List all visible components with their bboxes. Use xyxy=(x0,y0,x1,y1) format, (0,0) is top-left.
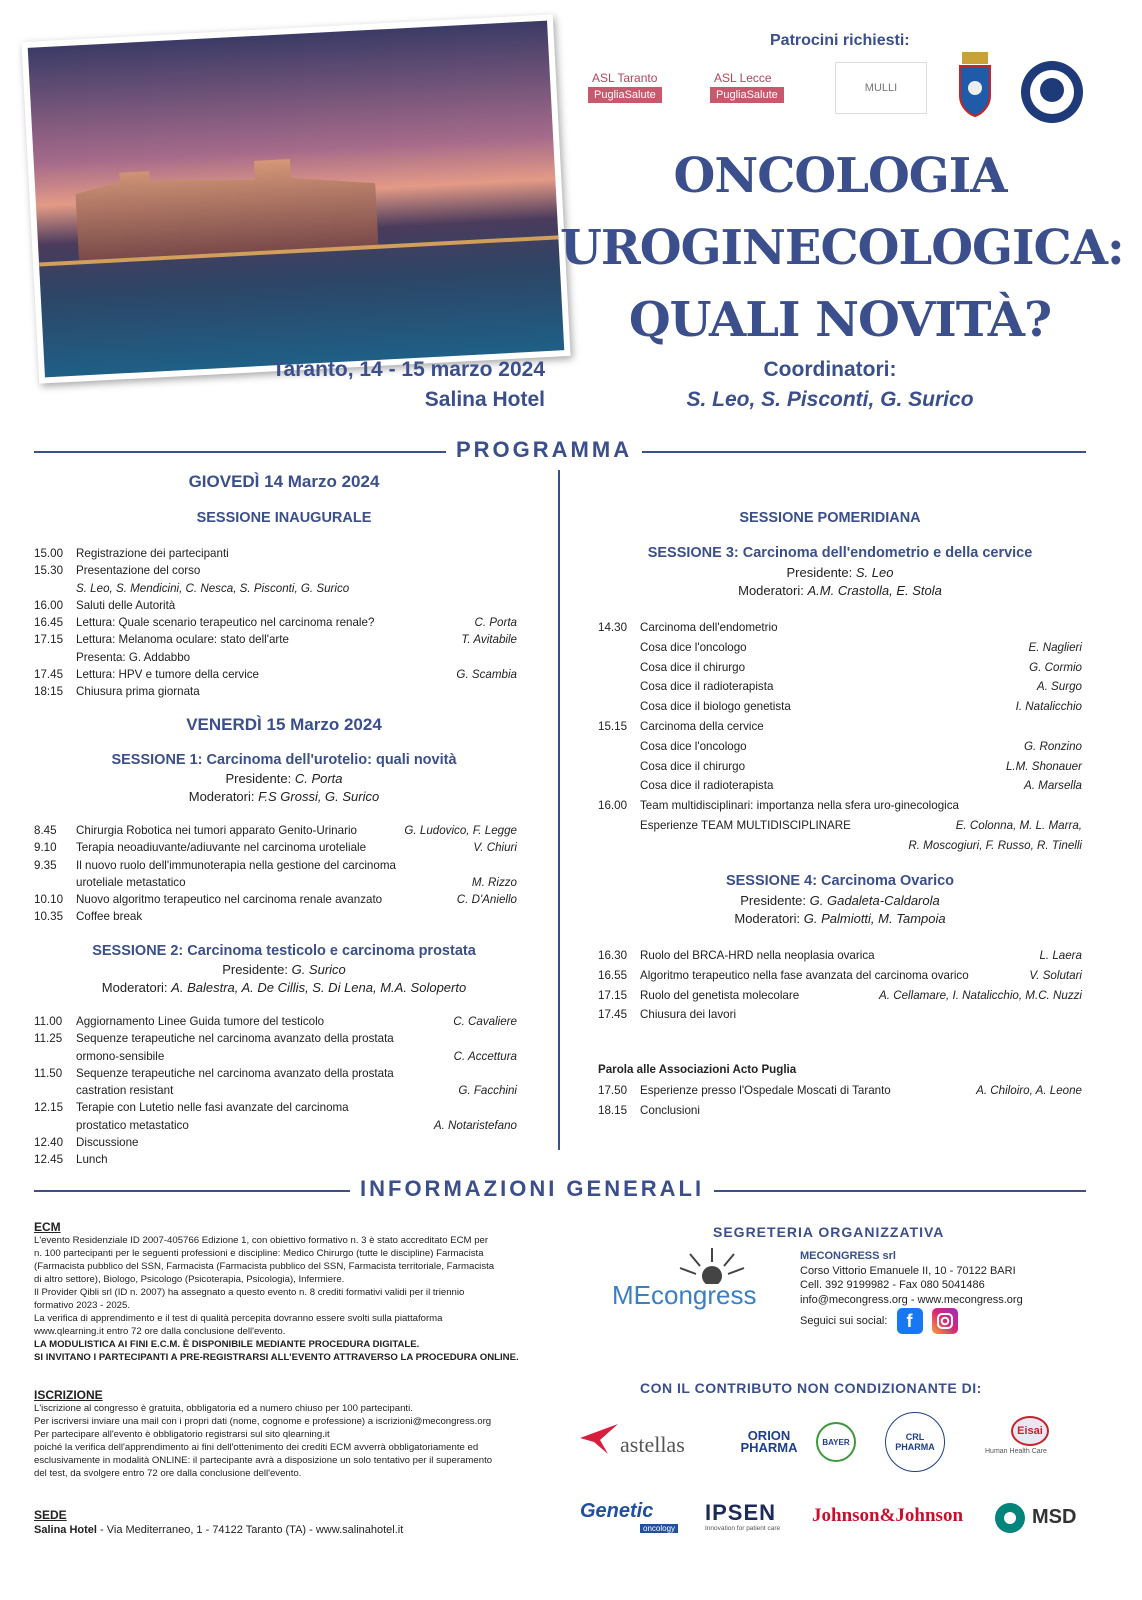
schedule-speaker: R. Moscogiuri, F. Russo, R. Tinelli xyxy=(908,838,1082,852)
schedule-speaker: C. Accettura xyxy=(453,1049,517,1063)
eisai-logo xyxy=(985,1416,1085,1464)
ecm-label: ECM xyxy=(34,1220,61,1234)
schedule-row xyxy=(34,666,517,683)
schedule-title: Lettura: Quale scenario terapeutico nel carcinoma renale? xyxy=(76,616,375,630)
title-line-1: ONCOLOGIA xyxy=(673,148,1007,204)
schedule-title: Cosa dice il chirurgo xyxy=(640,759,746,773)
schedule-time: 17.15 xyxy=(598,988,628,1002)
schedule-speaker: A. Chiloiro, A. Leone xyxy=(976,1084,1082,1097)
schedule-time xyxy=(598,697,640,717)
s3-pres-label: Presidente: xyxy=(786,565,853,580)
iscrizione-section xyxy=(34,1388,546,1480)
schedule-speaker: A. Surgo xyxy=(1036,680,1082,694)
schedule-time xyxy=(598,677,640,697)
session2-chairs xyxy=(34,961,534,997)
segreteria-line-1: Corso Vittorio Emanuele II, 10 - 70122 BARI xyxy=(800,1264,1016,1277)
info-line: SI INVITANO I PARTECIPANTI A PRE-REGISTRARSI ALL'EVENTO ATTRAVERSO LA PROCEDURA ONLINE. xyxy=(34,1352,519,1363)
schedule-title: Team multidisciplinari: importanza nella sfera uro-ginecologica xyxy=(640,799,959,813)
schedule-row xyxy=(34,545,517,562)
s4-pres: G. Gadaleta-Caldarola xyxy=(809,893,940,908)
event-place xyxy=(200,355,545,415)
bayer-logo xyxy=(816,1422,856,1462)
schedule-title: Conclusioni xyxy=(640,1103,700,1117)
eisai-tagline: Human Health Care xyxy=(985,1448,1047,1455)
schedule-title: Lettura: Melanoma oculare: stato dell'arte xyxy=(76,633,289,647)
schedule-time: 9.10 xyxy=(34,841,57,855)
schedule-time xyxy=(34,580,76,597)
asl-taranto-bottom: PugliaSalute xyxy=(588,87,662,103)
schedule-time: 16.55 xyxy=(598,968,628,982)
schedule-time: 14.30 xyxy=(598,621,628,634)
schedule-title: Il nuovo ruolo dell'immunoterapia nella gestione del carcinoma xyxy=(76,858,396,872)
s3-pres: S. Leo xyxy=(855,565,894,580)
info-line: Per iscriversi inviare una mail con i propri dati (nome, cognome e professione) a iscrizioni@mecongress.org xyxy=(34,1416,492,1427)
inaugural-schedule xyxy=(34,545,517,701)
schedule-row xyxy=(598,966,1082,986)
schedule-speaker: I. Natalicchio xyxy=(1015,700,1082,714)
schedule-row xyxy=(598,717,1082,737)
schedule-title: S. Leo, S. Mendicini, C. Nesca, S. Pisconti, G. Surico xyxy=(76,581,350,595)
schedule-time: 9.35 xyxy=(34,858,57,872)
schedule-time: 10.10 xyxy=(34,893,64,907)
s1-mod-label: Moderatori: xyxy=(188,789,255,804)
genetic-sub: oncology xyxy=(640,1524,678,1533)
schedule-time: 8.45 xyxy=(34,824,57,837)
schedule-speaker: T. Avitabile xyxy=(461,633,517,647)
title-line-3: QUALI NOVITÀ? xyxy=(628,292,1052,348)
s2-mod: A. Balestra, A. De Cillis, S. Di Lena, M.A. Soloperto xyxy=(171,980,467,995)
schedule-row xyxy=(34,1065,517,1082)
ecm-section xyxy=(34,1220,546,1364)
ordine-medici-seal-icon xyxy=(1020,60,1084,124)
schedule-row xyxy=(598,737,1082,757)
session2-heading: SESSIONE 2: Carcinoma testicolo e carcinoma prostata xyxy=(92,943,476,959)
schedule-title: Lettura: HPV e tumore della cervice xyxy=(76,668,260,682)
schedule-time xyxy=(598,658,640,678)
schedule-title: Sequenze terapeutiche nel carcinoma avanzato della prostata xyxy=(76,1066,394,1080)
schedule-time: 15.15 xyxy=(598,719,628,733)
session4-chairs xyxy=(590,892,1090,928)
schedule-speaker: L. Laera xyxy=(1039,949,1082,962)
schedule-row xyxy=(34,580,517,597)
schedule-title: Presentazione del corso xyxy=(76,564,201,578)
schedule-row xyxy=(598,796,1082,816)
schedule-row xyxy=(598,1005,1082,1025)
schedule-row xyxy=(598,757,1082,777)
schedule-title: Sequenze terapeutiche nel carcinoma avanzato della prostata xyxy=(76,1032,394,1046)
schedule-title: Esperienze TEAM MULTIDISCIPLINARE xyxy=(640,818,851,832)
s2-mod-label: Moderatori: xyxy=(101,980,168,995)
segreteria-line-3: info@mecongress.org - www.mecongress.org xyxy=(800,1293,1023,1306)
orion-logo xyxy=(735,1430,803,1454)
sede-address: - Via Mediterraneo, 1 - 74122 Taranto (TA) - www.salinahotel.it xyxy=(96,1524,404,1536)
mulli-logo xyxy=(835,62,927,114)
info-line: www.qlearning.it entro 72 ore dalla conclusione dell'evento. xyxy=(34,1326,286,1337)
schedule-time: 15.00 xyxy=(34,547,64,560)
schedule-row xyxy=(34,649,517,666)
crl-text: CRL PHARMA xyxy=(895,1432,935,1452)
schedule-time xyxy=(598,776,640,796)
s1-pres: C. Porta xyxy=(294,771,343,786)
asl-lecce-logo xyxy=(710,62,806,112)
info-line: La verifica di apprendimento e il test di qualità percepita dovranno essere svolti sulla piattaforma xyxy=(34,1313,443,1324)
s2-pres: G. Surico xyxy=(291,962,346,977)
comune-crest-icon xyxy=(958,52,992,118)
schedule-title: Coffee break xyxy=(76,910,143,924)
schedule-title: Chiusura dei lavori xyxy=(640,1008,737,1022)
schedule-speaker: G. Ronzino xyxy=(1024,739,1082,753)
session1-chairs xyxy=(34,770,534,806)
schedule-row xyxy=(34,1117,517,1134)
place-date: Taranto, 14 - 15 marzo 2024 xyxy=(272,358,545,381)
day1-heading: GIOVEDÌ 14 Marzo 2024 xyxy=(188,472,380,491)
schedule-title: Saluti delle Autorità xyxy=(76,598,176,612)
schedule-row xyxy=(34,631,517,648)
eisai-text: Eisai xyxy=(1011,1416,1049,1446)
schedule-time xyxy=(598,816,640,836)
schedule-time xyxy=(34,1117,76,1134)
info-heading: INFORMAZIONI GENERALI xyxy=(350,1176,714,1202)
schedule-row xyxy=(598,1081,1082,1101)
schedule-title: Registrazione dei partecipanti xyxy=(76,547,229,560)
schedule-row xyxy=(34,891,517,908)
schedule-title: Cosa dice il radioterapista xyxy=(640,779,774,793)
schedule-speaker: C. Cavaliere xyxy=(453,1015,517,1028)
cover-photo xyxy=(21,14,570,383)
coordinators-names: S. Leo, S. Pisconti, G. Surico xyxy=(686,388,974,411)
schedule-row xyxy=(34,1099,517,1116)
schedule-title: Discussione xyxy=(76,1136,139,1150)
schedule-title: Esperienze presso l'Ospedale Moscati di Taranto xyxy=(640,1084,891,1097)
info-line: formativo 2023 - 2025. xyxy=(34,1300,130,1311)
ipsen-text: IPSEN xyxy=(705,1500,777,1525)
segreteria-company: MECONGRESS srl xyxy=(800,1250,896,1262)
coordinators-label: Coordinatori: xyxy=(763,358,897,381)
schedule-row xyxy=(598,697,1082,717)
info-line: n. 100 partecipanti per le seguenti professioni e discipline: Medico Chirurgo (tutte le discipline) Farmacista xyxy=(34,1248,484,1259)
schedule-speaker: A. Notaristefano xyxy=(433,1118,517,1132)
schedule-title: Presenta: G. Addabbo xyxy=(76,650,191,664)
asl-lecce-bottom: PugliaSalute xyxy=(710,87,784,103)
session4-heading: SESSIONE 4: Carcinoma Ovarico xyxy=(725,873,955,889)
schedule-speaker: C. D'Aniello xyxy=(456,893,517,907)
iscrizione-text xyxy=(34,1402,546,1480)
schedule-title: Cosa dice il radioterapista xyxy=(640,680,774,694)
castle-shape xyxy=(74,150,379,261)
sessione-pomeridiana-heading: SESSIONE POMERIDIANA xyxy=(739,510,921,526)
day2-heading: VENERDÌ 15 Marzo 2024 xyxy=(186,715,382,734)
schedule-title: Aggiornamento Linee Guida tumore del testicolo xyxy=(76,1015,325,1028)
programma-heading: PROGRAMMA xyxy=(446,437,642,463)
jnj-logo: Johnson&Johnson xyxy=(812,1505,964,1526)
schedule-time xyxy=(598,757,640,777)
castle-photo xyxy=(28,21,565,378)
schedule-title: Carcinoma della cervice xyxy=(640,719,764,733)
schedule-title: Ruolo del BRCA-HRD nella neoplasia ovarica xyxy=(640,949,875,962)
schedule-row xyxy=(34,1151,517,1168)
schedule-time xyxy=(598,638,640,658)
schedule-row xyxy=(598,986,1082,1006)
schedule-time: 17.45 xyxy=(598,1008,628,1022)
schedule-speaker: C. Porta xyxy=(474,616,517,630)
sede-label: SEDE xyxy=(34,1508,67,1522)
schedule-row xyxy=(34,1134,517,1151)
sede-name: Salina Hotel xyxy=(34,1524,97,1536)
schedule-time: 17.45 xyxy=(34,668,64,682)
title-line-2: UROGINECOLOGICA: xyxy=(560,220,1124,276)
schedule-time xyxy=(598,836,640,856)
social-row xyxy=(800,1308,958,1334)
schedule-time: 17.50 xyxy=(598,1084,628,1097)
astellas-logo xyxy=(578,1420,718,1460)
schedule-time: 15.30 xyxy=(34,564,64,578)
info-line: (Farmacista pubblico del SSN, Farmacista (Farmacista pubblico del SSN, Farmacista territoriale, Farmacista xyxy=(34,1261,495,1272)
schedule-time: 11.00 xyxy=(34,1015,63,1028)
schedule-row xyxy=(34,614,517,631)
schedule-row xyxy=(598,618,1082,638)
s2-pres-label: Presidente: xyxy=(222,962,288,977)
schedule-row xyxy=(598,1101,1082,1121)
schedule-row xyxy=(34,857,517,874)
ipsen-sub: Innovation for patient care xyxy=(705,1525,781,1532)
genetic-text: Genetic xyxy=(580,1500,654,1522)
schedule-speaker: V. Chiuri xyxy=(473,841,517,855)
schedule-row xyxy=(34,597,517,614)
schedule-row xyxy=(34,874,517,891)
instagram-icon[interactable] xyxy=(932,1308,958,1334)
schedule-title: Terapia neoadiuvante/adiuvante nel carcinoma uroteliale xyxy=(76,841,367,855)
schedule-speaker: M. Rizzo xyxy=(471,875,517,889)
session3-schedule xyxy=(598,618,1082,856)
schedule-speaker: G. Facchini xyxy=(458,1084,517,1098)
mecongress-logo xyxy=(612,1248,782,1312)
segreteria-label: SEGRETERIA ORGANIZZATIVA xyxy=(713,1224,945,1240)
schedule-time: 12.15 xyxy=(34,1101,64,1115)
asl-taranto-logo xyxy=(588,62,684,112)
facebook-icon[interactable]: f xyxy=(897,1308,923,1334)
schedule-time: 12.40 xyxy=(34,1136,64,1150)
schedule-speaker: G. Cormio xyxy=(1029,660,1082,674)
s3-mod: A.M. Crastolla, E. Stola xyxy=(807,583,942,598)
schedule-row xyxy=(598,638,1082,658)
asl-lecce-top: ASL Lecce xyxy=(714,71,772,85)
schedule-speaker: V. Solutari xyxy=(1029,968,1082,982)
schedule-time xyxy=(34,874,76,891)
schedule-title: castration resistant xyxy=(76,1084,174,1098)
info-line: L'iscrizione al congresso è gratuita, obbligatoria ed a numero chiuso per 100 partecipanti. xyxy=(34,1403,413,1414)
schedule-title: Terapie con Lutetio nelle fasi avanzate del carcinoma xyxy=(76,1101,349,1115)
iscrizione-label: ISCRIZIONE xyxy=(34,1388,103,1402)
schedule-row xyxy=(598,658,1082,678)
schedule-time xyxy=(34,649,76,666)
schedule-time: 18.15 xyxy=(598,1103,628,1117)
schedule-row xyxy=(598,776,1082,796)
schedule-time xyxy=(598,737,640,757)
schedule-row xyxy=(34,822,517,839)
session2-schedule xyxy=(34,1013,517,1169)
schedule-row xyxy=(34,1013,517,1030)
schedule-row xyxy=(34,1030,517,1047)
info-line: LA MODULISTICA AI FINI E.C.M. È DISPONIBILE MEDIANTE PROCEDURA DIGITALE. xyxy=(34,1339,420,1350)
schedule-speaker: G. Ludovico, F. Legge xyxy=(404,824,517,837)
schedule-row xyxy=(598,677,1082,697)
mecongress-logo-text: MEcongress xyxy=(612,1280,757,1310)
schedule-title: Carcinoma dell'endometrio xyxy=(640,621,778,634)
schedule-time: 10.35 xyxy=(34,910,64,924)
session3-heading: SESSIONE 3: Carcinoma dell'endometrio e della cervice xyxy=(647,545,1033,561)
schedule-title: Cosa dice il chirurgo xyxy=(640,660,746,674)
schedule-row xyxy=(34,683,517,700)
schedule-row xyxy=(34,562,517,579)
schedule-row xyxy=(34,908,517,925)
schedule-title: uroteliale metastatico xyxy=(76,875,186,889)
schedule-title: Lunch xyxy=(76,1153,108,1167)
s1-pres-label: Presidente: xyxy=(225,771,292,786)
schedule-speaker: E. Naglieri xyxy=(1028,640,1082,654)
orion-text: ORION PHARMA xyxy=(740,1428,798,1455)
schedule-title: Chiusura prima giornata xyxy=(76,685,200,699)
event-title xyxy=(560,140,1124,356)
asl-taranto-top: ASL Taranto xyxy=(592,71,658,85)
info-line: del test, da svolgere entro 72 ore dalla conclusione dell'evento. xyxy=(34,1468,302,1479)
info-line: Il Provider Qibli srl (ID n. 2007) ha assegnato a questo evento n. 8 crediti formativi validi per il triennio xyxy=(34,1287,465,1298)
s4-mod: G. Palmiotti, M. Tampoia xyxy=(803,911,946,926)
column-divider xyxy=(558,470,560,1150)
msd-logo xyxy=(994,1502,1086,1534)
schedule-time xyxy=(34,1048,76,1065)
schedule-time: 16.45 xyxy=(34,616,64,630)
patrocini-label: Patrocini richiesti: xyxy=(770,32,910,49)
crl-pharma-logo xyxy=(885,1412,945,1472)
associazioni-heading: Parola alle Associazioni Acto Puglia xyxy=(598,1063,797,1076)
segreteria-contacts xyxy=(800,1249,1023,1307)
schedule-speaker: A. Cellamare, I. Natalicchio, M.C. Nuzzi xyxy=(879,988,1082,1002)
schedule-time: 11.25 xyxy=(34,1032,63,1046)
ecm-text xyxy=(34,1234,546,1364)
schedule-speaker: A. Marsella xyxy=(1024,779,1082,793)
schedule-time: 16.00 xyxy=(34,598,64,612)
schedule-row xyxy=(598,836,1082,856)
schedule-time: 16.30 xyxy=(598,949,628,962)
schedule-title: ormono-sensibile xyxy=(76,1049,165,1063)
info-line: esclusivamente in modalità ONLINE: il partecipante avrà a disposizione un solo tentativo per il superamento xyxy=(34,1455,493,1466)
schedule-time: 16.00 xyxy=(598,799,628,813)
schedule-title: Cosa dice il biologo genetista xyxy=(640,700,791,714)
schedule-speaker: L.M. Shonauer xyxy=(1005,759,1082,773)
sede-section xyxy=(34,1508,546,1536)
schedule-speaker: E. Colonna, M. L. Marra, xyxy=(955,818,1082,832)
genetic-logo xyxy=(580,1500,690,1536)
schedule-title: Chirurgia Robotica nei tumori apparato Genito-Urinario xyxy=(76,824,357,837)
schedule-row xyxy=(34,1082,517,1099)
astellas-text: astellas xyxy=(620,1432,685,1457)
msd-text: MSD xyxy=(1032,1506,1077,1528)
schedule-title xyxy=(640,836,908,856)
segreteria-line-2: Cell. 392 9199982 - Fax 080 5041486 xyxy=(800,1279,985,1291)
sponsors-label: CON IL CONTRIBUTO NON CONDIZIONANTE DI: xyxy=(640,1380,982,1396)
session-inaugurale-heading: SESSIONE INAUGURALE xyxy=(196,510,372,526)
session1-heading: SESSIONE 1: Carcinoma dell'urotelio: quali novità xyxy=(111,752,457,768)
s1-mod: F.S Grossi, G. Surico xyxy=(258,789,380,804)
coordinators xyxy=(630,355,1030,415)
s4-mod-label: Moderatori: xyxy=(734,911,801,926)
info-line: Per partecipare all'evento è obbligatorio registrarsi sul sito qlearning.it xyxy=(34,1429,330,1440)
session3-chairs xyxy=(590,564,1090,600)
schedule-title: Cosa dice l'oncologo xyxy=(640,739,747,753)
schedule-row xyxy=(598,946,1082,966)
social-label: Seguici sui social: xyxy=(800,1314,888,1327)
schedule-title: Ruolo del genetista molecolare xyxy=(640,988,800,1002)
schedule-title: Cosa dice l'oncologo xyxy=(640,640,747,654)
mulli-text: MULLI xyxy=(864,82,898,94)
session1-schedule xyxy=(34,822,517,926)
bayer-text: BAYER xyxy=(822,1437,850,1447)
info-line: L'evento Residenziale ID 2007-405766 Edizione 1, con obiettivo formativo n. 3 è stato accreditato ECM per xyxy=(34,1235,489,1246)
info-line: di altro settore), Biologo, Psicologo (Psicoterapia, Psicologia), Infermiere. xyxy=(34,1274,345,1285)
associazioni-schedule xyxy=(598,1081,1082,1121)
venue: Salina Hotel xyxy=(424,388,545,411)
schedule-time: 11.50 xyxy=(34,1066,63,1080)
schedule-row xyxy=(34,1048,517,1065)
schedule-title: Nuovo algoritmo terapeutico nel carcinoma renale avanzato xyxy=(76,893,383,907)
schedule-time: 17.15 xyxy=(34,633,64,647)
ipsen-logo xyxy=(705,1500,805,1536)
schedule-title: Algoritmo terapeutico nella fase avanzata del carcinoma ovarico xyxy=(640,968,969,982)
schedule-row xyxy=(34,839,517,856)
schedule-time xyxy=(34,1082,76,1099)
msd-mark-icon xyxy=(994,1502,1026,1534)
info-line: poiché la verifica dell'apprendimento ai fini dell'ottenimento dei crediti ECM avverrà obbligatoriamente ed xyxy=(34,1442,479,1453)
schedule-speaker: G. Scambia xyxy=(456,668,517,682)
session4-schedule xyxy=(598,946,1082,1025)
s3-mod-label: Moderatori: xyxy=(738,583,804,598)
schedule-row xyxy=(598,816,1082,836)
s4-pres-label: Presidente: xyxy=(740,893,807,908)
schedule-time: 18:15 xyxy=(34,685,64,699)
schedule-time: 12.45 xyxy=(34,1153,64,1167)
schedule-title: prostatico metastatico xyxy=(76,1118,189,1132)
